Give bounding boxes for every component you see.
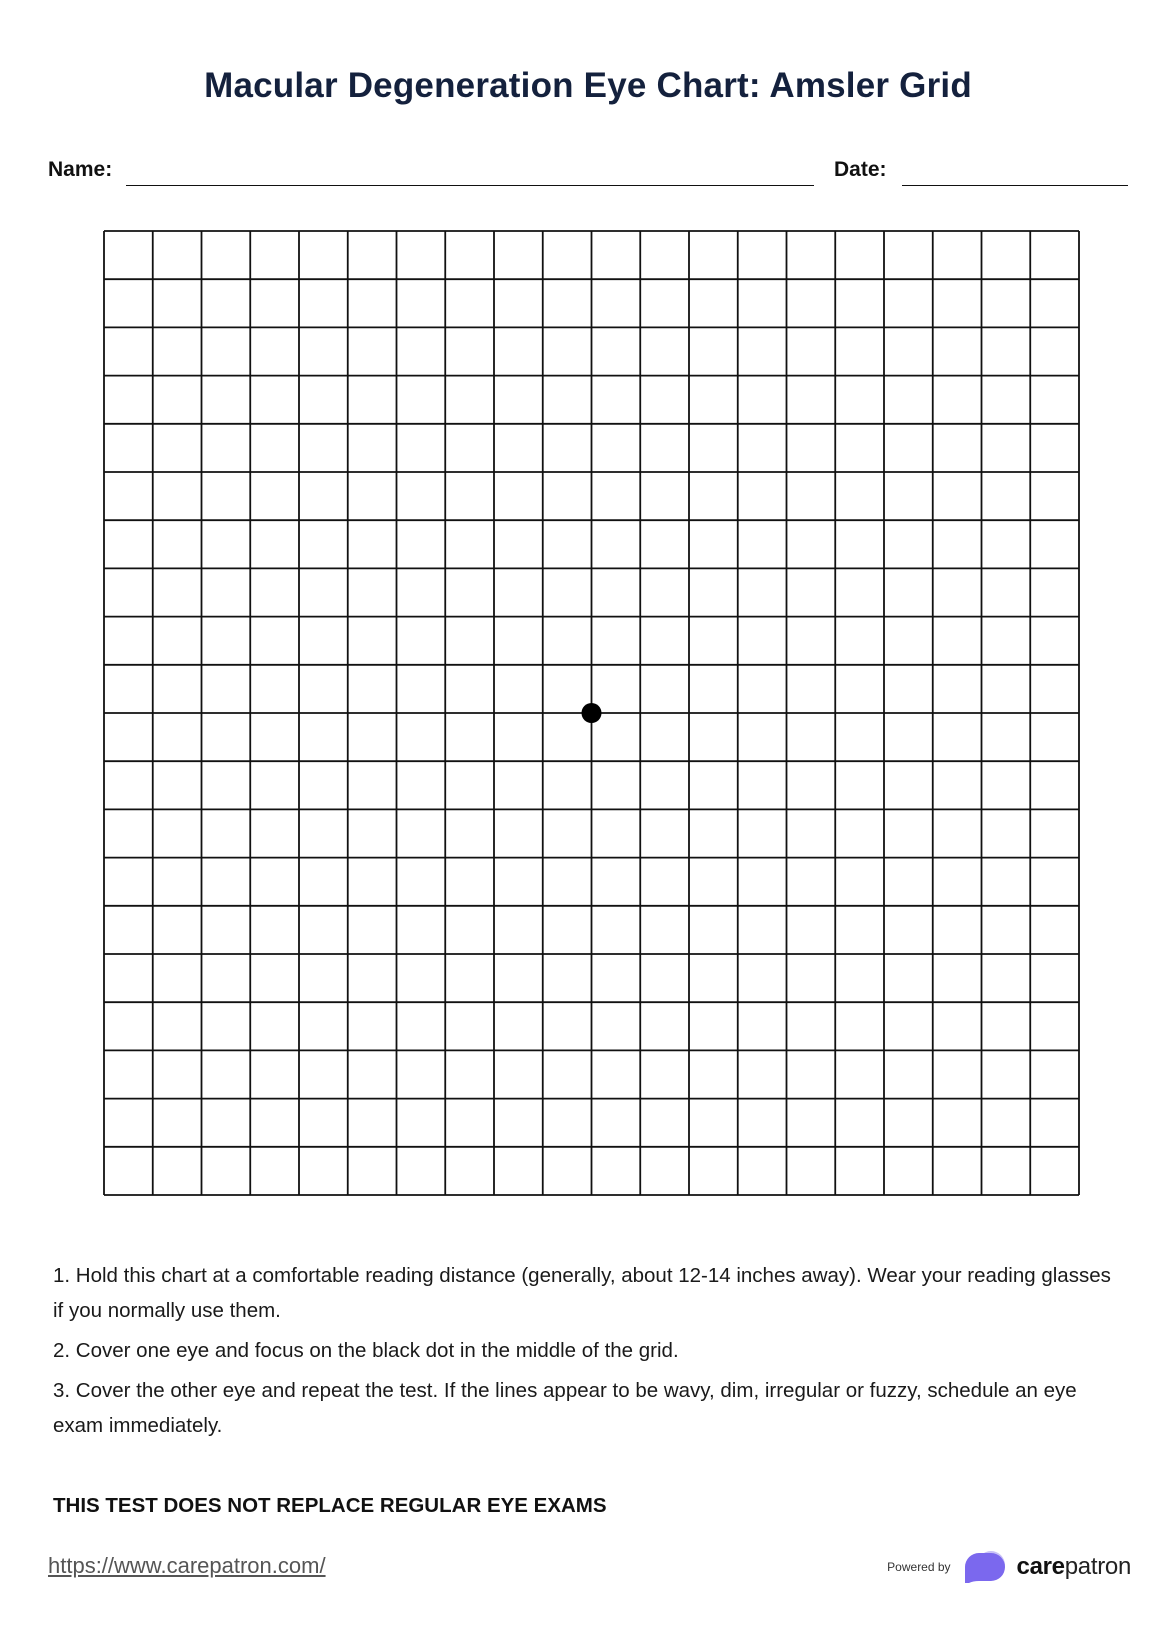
powered-by-badge[interactable] — [887, 1549, 1131, 1585]
powered-by-label: Powered by — [887, 1560, 951, 1574]
instruction-3: 3. Cover the other eye and repeat the test. If the lines appear to be wavy, dim, irregular or fuzzy, schedule an eye exam immediately. — [53, 1379, 1077, 1437]
amsler-grid — [103, 230, 1080, 1196]
amsler-grid-svg — [103, 230, 1080, 1196]
carepatron-link[interactable]: https://www.carepatron.com/ — [48, 1553, 326, 1578]
date-field-line[interactable] — [902, 185, 1128, 186]
name-label: Name: — [48, 158, 113, 181]
name-field-line[interactable] — [126, 185, 814, 186]
instruction-2: 2. Cover one eye and focus on the black dot in the middle of the grid. — [53, 1339, 679, 1362]
date-label: Date: — [834, 158, 887, 181]
instruction-1: 1. Hold this chart at a comfortable reading distance (generally, about 12-14 inches away). Wear your reading glasses if you normally use them. — [53, 1264, 1111, 1322]
brand-name — [1017, 1553, 1131, 1581]
disclaimer: THIS TEST DOES NOT REPLACE REGULAR EYE EXAMS — [53, 1494, 607, 1517]
brand-name-bold: care — [1016, 1553, 1065, 1580]
instructions — [53, 1258, 1123, 1448]
page-title: Macular Degeneration Eye Chart: Amsler Grid — [204, 66, 972, 105]
carepatron-logo-icon — [961, 1549, 1009, 1585]
center-fixation-dot — [582, 703, 602, 723]
brand-name-rest: patron — [1064, 1553, 1131, 1580]
